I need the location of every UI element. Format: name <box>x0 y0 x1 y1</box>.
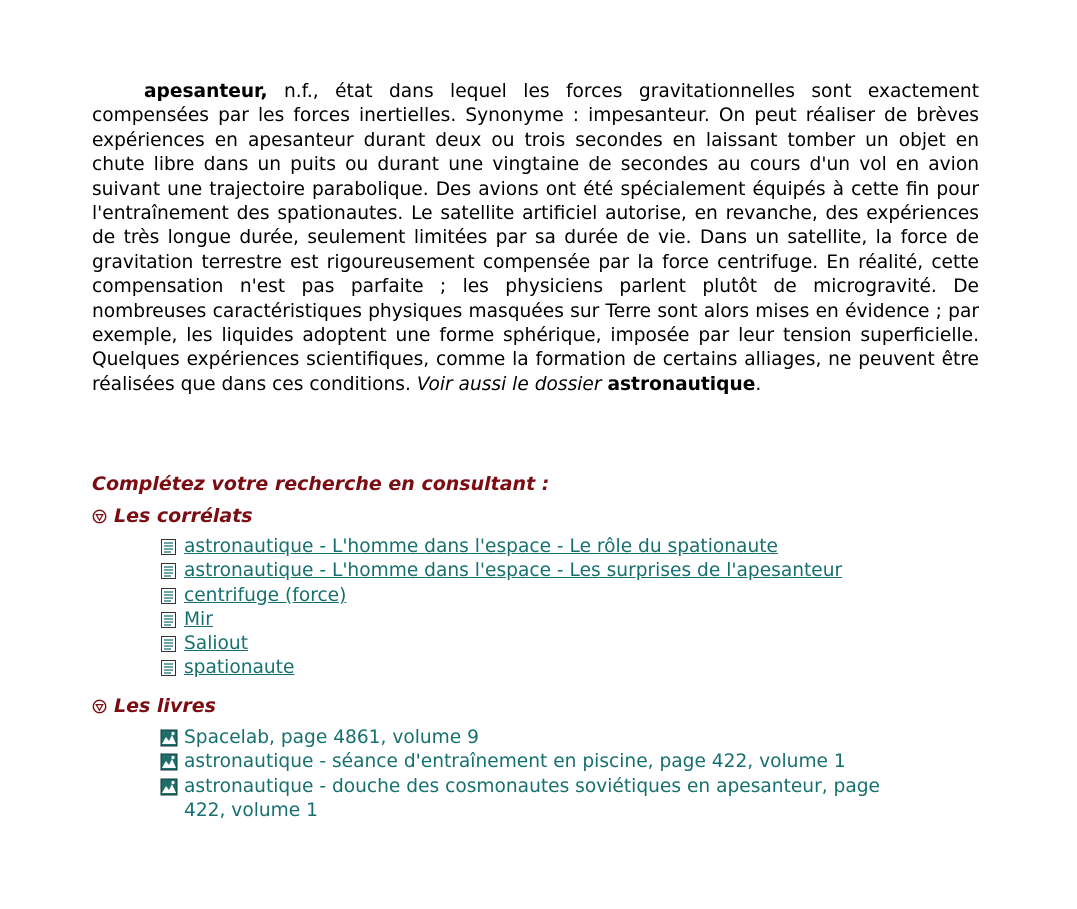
correlat-link[interactable]: centrifuge (force) <box>184 584 347 606</box>
correlats-heading <box>92 505 253 527</box>
livres-heading <box>92 695 216 717</box>
livres-list <box>160 726 920 823</box>
livre-link[interactable]: Spacelab, page 4861, volume 9 <box>184 727 479 748</box>
image-icon <box>160 729 178 747</box>
correlat-item[interactable] <box>160 656 842 680</box>
correlat-item[interactable] <box>160 632 842 656</box>
livres-heading-label: Les livres <box>114 695 216 717</box>
rosette-icon <box>92 699 107 714</box>
article-icon <box>160 611 178 629</box>
image-icon <box>160 753 178 771</box>
entry-definition: n.f., état dans lequel les forces gravitationnelles sont exactement compensées par les forces inertielles. Synonyme : impesanteur. On peut réaliser de brèves expériences en apesanteur durant deux ou trois secondes en laissant tomber un objet en chute libre dans un puits ou durant une vingtaine de secondes au cours d'un vol en avion suivant une trajectoire parabolique. Des avions ont été spécialement équipés à cette fin pour l'entraînement des spationautes. Le satellite artificiel autorise, en revanche, des expériences de très longue durée, seulement limitées par sa durée de vie. Dans un satellite, la force de gravitation terrestre est rigoureusement compensée par la force centrifuge. En réalité, cette compensation n'est pas parfaite ; les physiciens parlent plutôt de microgravité. De nombreuses caractéristiques physiques masquées sur Terre sont alors mises en évidence ; par exemple, les liquides adoptent une forme sphérique, imposée par leur tension superficielle. Quelques expériences scientifiques, comme la formation de certains alliages, ne peuvent être réalisées que dans ces conditions. <box>92 81 979 395</box>
correlat-item[interactable] <box>160 559 842 583</box>
see-also-prefix: Voir aussi le dossier <box>416 373 602 395</box>
correlats-list <box>160 535 842 681</box>
correlat-link[interactable]: Mir <box>184 608 213 630</box>
correlat-link[interactable]: astronautique - L'homme dans l'espace - Les surprises de l'apesanteur <box>184 560 843 582</box>
correlat-link[interactable]: astronautique - L'homme dans l'espace - Le rôle du spationaute <box>184 536 778 557</box>
correlat-link[interactable]: Saliout <box>184 633 248 655</box>
correlats-heading-label: Les corrélats <box>114 505 253 527</box>
livre-item[interactable] <box>160 750 920 774</box>
livre-link[interactable]: astronautique - séance d'entraînement en piscine, page 422, volume 1 <box>184 751 846 773</box>
rosette-icon <box>92 509 107 524</box>
end-punctuation: . <box>755 373 762 395</box>
correlat-item[interactable] <box>160 535 842 559</box>
correlat-item[interactable] <box>160 584 842 608</box>
article-text <box>92 80 979 397</box>
article-icon <box>160 587 178 605</box>
livre-link[interactable]: astronautique - douche des cosmonautes soviétiques en apesanteur, page 422, volume 1 <box>184 775 880 821</box>
correlat-link[interactable]: spationaute <box>184 657 295 679</box>
image-icon <box>160 778 178 796</box>
correlat-item[interactable] <box>160 608 842 632</box>
article-icon <box>160 659 178 677</box>
article-icon <box>160 538 178 556</box>
livre-item[interactable] <box>160 775 920 824</box>
entry-term: apesanteur, <box>144 81 268 102</box>
complete-search-heading: Complétez votre recherche en consultant : <box>92 473 550 495</box>
article-icon <box>160 562 178 580</box>
see-also-link[interactable]: astronautique <box>607 373 756 395</box>
article-icon <box>160 635 178 653</box>
livre-item[interactable] <box>160 726 920 750</box>
